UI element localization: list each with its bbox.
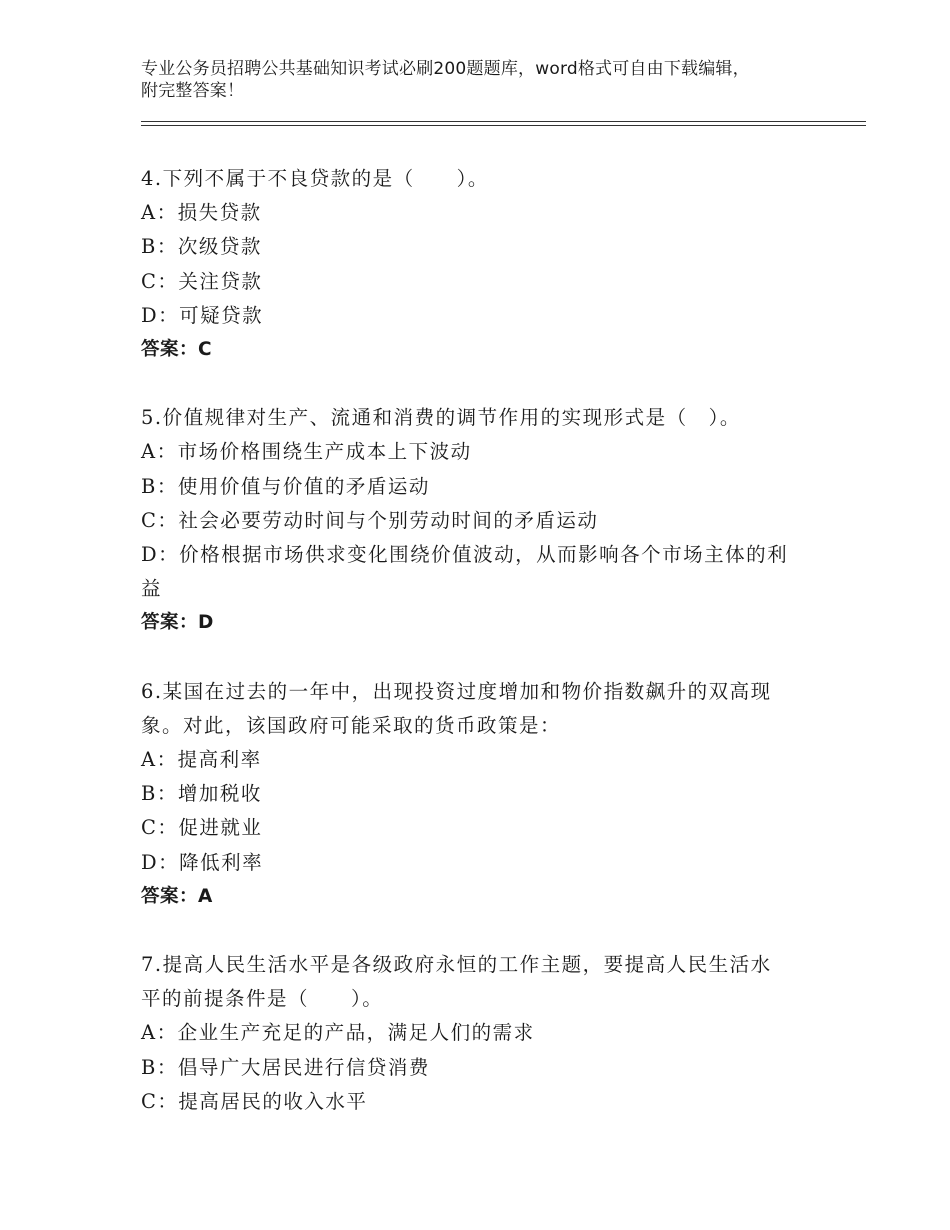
option-d-continued: 益 bbox=[141, 577, 163, 601]
question-stem-continued: 平的前提条件是（ ）。 bbox=[141, 987, 384, 1011]
question-stem: 7.提高人民生活水平是各级政府永恒的工作主题，要提高人民生活水 bbox=[141, 953, 772, 977]
option-a: A：提高利率 bbox=[141, 748, 262, 772]
option-a: A：损失贷款 bbox=[141, 201, 262, 225]
option-b: B：使用价值与价值的矛盾运动 bbox=[141, 474, 430, 498]
option-c: C：促进就业 bbox=[141, 816, 263, 840]
answer-label: 答案：D bbox=[141, 612, 214, 634]
question-5 bbox=[141, 401, 821, 640]
question-stem: 5.价值规律对生产、流通和消费的调节作用的实现形式是（ ）。 bbox=[141, 406, 741, 430]
question-4 bbox=[141, 162, 821, 367]
header-line-1: 专业公务员招聘公共基础知识考试必刷200题题库，word格式可自由下载编辑， bbox=[141, 59, 750, 79]
question-stem: 4.下列不属于不良贷款的是（ ）。 bbox=[141, 167, 489, 190]
option-a: A：市场价格围绕生产成本上下波动 bbox=[141, 440, 472, 464]
question-6 bbox=[141, 675, 821, 914]
option-b: B：增加税收 bbox=[141, 782, 262, 806]
header-line-2: 附完整答案！ bbox=[141, 81, 245, 101]
option-c: C：社会必要劳动时间与个别劳动时间的矛盾运动 bbox=[141, 508, 599, 532]
option-d: D：价格根据市场供求变化围绕价值波动，从而影响各个市场主体的利 bbox=[141, 543, 789, 567]
question-stem-continued: 象。对此，该国政府可能采取的货币政策是： bbox=[141, 713, 562, 737]
question-list bbox=[141, 162, 821, 1153]
option-c: C：提高居民的收入水平 bbox=[141, 1089, 368, 1113]
answer-label: 答案：A bbox=[141, 885, 213, 907]
question-7 bbox=[141, 948, 821, 1119]
option-d: D：可疑贷款 bbox=[141, 303, 264, 327]
document-header bbox=[141, 58, 831, 102]
answer-label: 答案：C bbox=[141, 339, 213, 361]
option-c: C：关注贷款 bbox=[141, 269, 263, 293]
option-d: D：降低利率 bbox=[141, 850, 264, 874]
question-stem: 6.某国在过去的一年中，出现投资过度增加和物价指数飙升的双高现 bbox=[141, 679, 772, 703]
header-divider-bottom bbox=[141, 125, 866, 126]
option-b: B：次级贷款 bbox=[141, 235, 262, 259]
option-a: A：企业生产充足的产品，满足人们的需求 bbox=[141, 1021, 535, 1045]
option-b: B：倡导广大居民进行信贷消费 bbox=[141, 1055, 430, 1079]
header-divider-top bbox=[141, 121, 866, 122]
